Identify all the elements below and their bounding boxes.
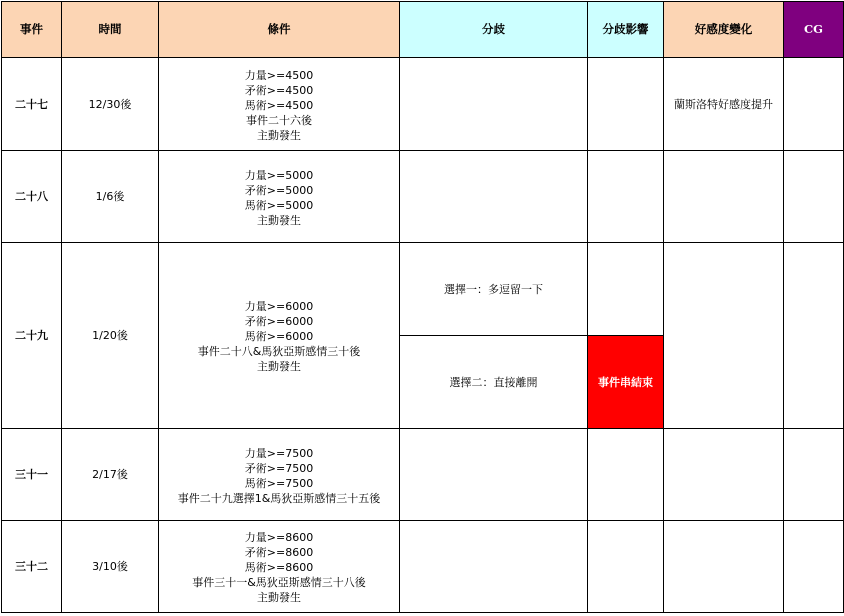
branch-effect-cell <box>588 58 664 151</box>
condition-line: 馬術>=6000 <box>244 330 314 343</box>
condition-line: 矛術>=5000 <box>244 183 314 197</box>
affection-change <box>664 243 784 429</box>
condition-line: 事件三十一&馬狄亞斯感情三十八後 <box>192 576 366 589</box>
condition-line: 矛術>=7500 <box>244 461 314 475</box>
condition-line: 事件二十九選擇1&馬狄亞斯感情三十五後 <box>177 491 381 505</box>
cg-cell <box>784 151 844 243</box>
branch-end-badge: 事件串結束 <box>588 336 664 429</box>
event-table <box>1 1 844 613</box>
condition-line: 事件二十六後 <box>246 113 312 127</box>
table-row <box>2 521 844 613</box>
condition-line: 主動發生 <box>257 360 301 373</box>
affection-change: 蘭斯洛特好感度提升 <box>664 58 784 151</box>
condition-line: 矛術>=6000 <box>244 315 314 328</box>
header-affection: 好感度變化 <box>664 2 784 58</box>
condition-line: 力量>=6000 <box>244 300 314 313</box>
condition-line: 馬術>=7500 <box>244 476 314 490</box>
header-time: 時間 <box>62 2 159 58</box>
cg-cell <box>784 429 844 521</box>
condition-line: 馬術>=4500 <box>244 98 314 112</box>
branch-option-1: 選擇一：多逗留一下 <box>400 243 588 336</box>
condition-line: 主動發生 <box>257 213 301 227</box>
branch-cell <box>400 429 588 521</box>
condition-line: 力量>=7500 <box>244 446 314 460</box>
event-number: 三十一 <box>2 429 62 521</box>
condition-line: 力量>=8600 <box>244 531 314 544</box>
header-conditions: 條件 <box>159 2 400 58</box>
condition-line: 矛術>=8600 <box>244 546 314 559</box>
event-conditions <box>159 151 400 243</box>
condition-line: 矛術>=4500 <box>244 83 314 97</box>
event-number: 二十九 <box>2 243 62 429</box>
affection-change <box>664 151 784 243</box>
condition-line: 主動發生 <box>257 591 301 604</box>
header-branch: 分歧 <box>400 2 588 58</box>
event-number: 三十二 <box>2 521 62 613</box>
event-number: 二十八 <box>2 151 62 243</box>
table-row <box>2 151 844 243</box>
event-time: 12/30後 <box>62 58 159 151</box>
event-conditions <box>159 429 400 521</box>
event-number: 二十七 <box>2 58 62 151</box>
condition-line: 馬術>=8600 <box>244 561 314 574</box>
branch-cell <box>400 58 588 151</box>
event-time: 3/10後 <box>62 521 159 613</box>
table-row <box>2 243 844 336</box>
event-conditions <box>159 243 400 429</box>
condition-line: 力量>=5000 <box>244 168 314 182</box>
event-time: 1/6後 <box>62 151 159 243</box>
event-time: 1/20後 <box>62 243 159 429</box>
cg-cell <box>784 58 844 151</box>
condition-line: 力量>=4500 <box>244 68 314 82</box>
table-row <box>2 58 844 151</box>
event-conditions <box>159 58 400 151</box>
condition-line: 馬術>=5000 <box>244 198 314 212</box>
branch-cell <box>400 521 588 613</box>
event-conditions <box>159 521 400 613</box>
affection-change <box>664 429 784 521</box>
cg-cell <box>784 521 844 613</box>
branch-effect-cell <box>588 243 664 336</box>
branch-cell <box>400 151 588 243</box>
branch-effect-cell <box>588 429 664 521</box>
table-row <box>2 429 844 521</box>
branch-effect-cell <box>588 151 664 243</box>
cg-cell <box>784 243 844 429</box>
condition-line: 事件二十八&馬狄亞斯感情三十後 <box>197 345 361 358</box>
condition-line: 主動發生 <box>257 128 301 142</box>
header-event: 事件 <box>2 2 62 58</box>
affection-change <box>664 521 784 613</box>
event-time: 2/17後 <box>62 429 159 521</box>
header-cg: CG <box>784 2 844 58</box>
branch-option-2: 選擇二：直接離開 <box>400 336 588 429</box>
header-branch-effect: 分歧影響 <box>588 2 664 58</box>
header-row <box>2 2 844 58</box>
branch-effect-cell <box>588 521 664 613</box>
